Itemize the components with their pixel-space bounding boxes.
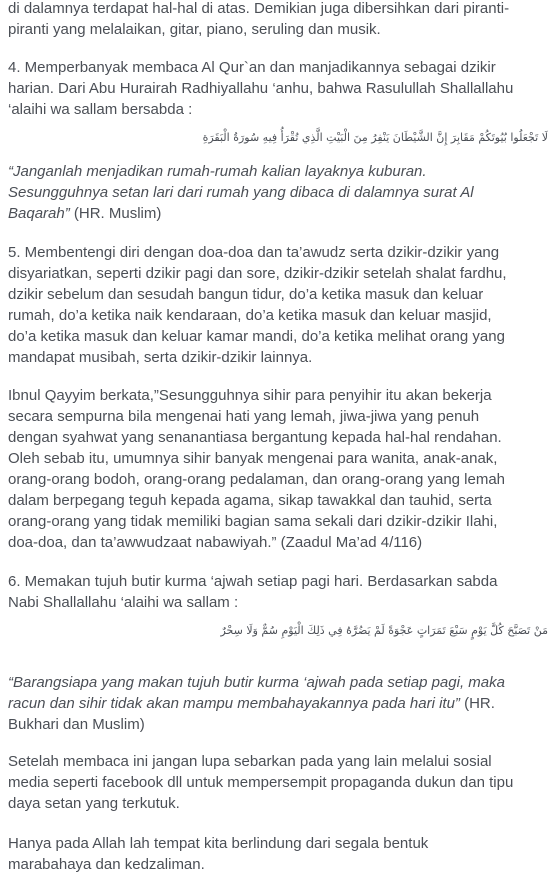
point-6-quote-line-1: “Barangsiapa yang makan tujuh butir kurma ‘ajwah pada setiap pagi, maka [8, 674, 505, 691]
point-5-line-3: dzikir sebelum dan sesudah bangun tidur, do’a ketika masuk dan keluar [8, 286, 484, 303]
intro-paragraph [8, 0, 509, 40]
point-5-line-1: 5. Membentengi diri dengan doa-doa dan ta’awudz serta dzikir-dzikir yang [8, 244, 500, 261]
closing-2-line-2: marabahaya dan kedzaliman. [8, 856, 205, 873]
closing-1-line-3: daya setan yang terkutuk. [8, 795, 180, 812]
point-4-arabic-hadith: لَا تَجْعَلُوا بُيُوتَكُمْ مَقَابِرَ إِنَّ الشَّيْطَانَ يَنْفِرُ مِنَ الْبَيْتِ الَّذِي تُقْرَأُ فِيهِ سُورَةُ الْبَقَرَةِ [202, 131, 548, 144]
ibnul-line-2: secara sempurna bila mengenai hati yang lemah, jiwa-jiwa yang penuh [8, 408, 480, 425]
point-4-quote-line-3 [8, 203, 474, 224]
point-6-reference-start: (HR. [459, 695, 495, 712]
point-5-paragraph [8, 242, 507, 368]
point-4-line-2: harian. Dari Abu Hurairah Radhiyallahu ‘anhu, bahwa Rasulullah Shallallahu [8, 80, 514, 97]
point-6-arabic-hadith: مَنْ تَصَبَّحَ كُلَّ يَوْمٍ سَبْعَ تَمَرَاتٍ عَجْوَةً لَمْ يَضُرَّهُ فِي ذَلِكَ الْيَوْمِ سُمٌّ وَلَا سِحْرٌ [220, 624, 548, 637]
ibnul-line-4: Oleh sebab itu, umumnya sihir banyak mengenai para wanita, anak-anak, [8, 450, 498, 467]
point-5-line-4: rumah, do’a ketika naik kendaraan, do’a ketika masuk dan keluar masjid, [8, 307, 492, 324]
point-4-quote-line-1: “Janganlah menjadikan rumah-rumah kalian layaknya kuburan. [8, 163, 427, 180]
point-5-line-2: disyariatkan, seperti dzikir pagi dan sore, dzikir-dzikir setelah shalat fardhu, [8, 265, 507, 282]
point-4-reference: (HR. Muslim) [69, 205, 162, 222]
point-4-quote-end: Baqarah” [8, 205, 70, 222]
point-5-line-5: do’a ketika masuk dan keluar kamar mandi, do’a ketika melihat orang yang [8, 328, 505, 345]
point-4-quote-line-2: Sesungguhnya setan lari dari rumah yang dibaca di dalamnya surat Al [8, 184, 474, 201]
point-4-line-3: ‘alaihi wa sallam bersabda : [8, 101, 193, 118]
point-6-paragraph [8, 571, 497, 613]
intro-line-1: di dalamnya terdapat hal-hal di atas. Demikian juga dibersihkan dari piranti- [8, 0, 510, 17]
ibnul-qayyim-paragraph [8, 385, 505, 553]
point-4-paragraph [8, 57, 513, 120]
closing-1-line-2: media seperti facebook dll untuk mempersempit propaganda dukun dan tipu [8, 774, 514, 791]
point-6-line-2: Nabi Shallallahu ‘alaihi wa sallam : [8, 594, 239, 611]
ibnul-line-3: dengan syahwat yang senanantiasa bergantung kepada hal-hal rendahan. [8, 429, 502, 446]
point-6-quote-end: racun dan sihir tidak akan mampu membahayakannya pada hari itu” [8, 695, 460, 712]
point-5-line-6: mandapat musibah, serta dzikir-dzikir lainnya. [8, 349, 313, 366]
intro-line-2: piranti yang melalaikan, gitar, piano, seruling dan musik. [8, 21, 381, 38]
ibnul-line-1: Ibnul Qayyim berkata,”Sesungguhnya sihir para penyihir itu akan bekerja [8, 387, 492, 404]
point-6-translation [8, 672, 505, 735]
point-6-quote-line-3: Bukhari dan Muslim) [8, 716, 145, 733]
point-6-line-1: 6. Memakan tujuh butir kurma ‘ajwah setiap pagi hari. Berdasarkan sabda [8, 573, 498, 590]
ibnul-line-8: doa-doa, dan ta’awwudzaat nabawiyah.” (Zaadul Ma’ad 4/116) [8, 534, 423, 551]
ibnul-line-6: dalam berpegang teguh kepada agama, sikap tawakkal dan tauhid, serta [8, 492, 492, 509]
closing-2-line-1: Hanya pada Allah lah tempat kita berlindung dari segala bentuk [8, 835, 429, 852]
closing-1-line-1: Setelah membaca ini jangan lupa sebarkan pada yang lain melalui sosial [8, 753, 492, 770]
closing-paragraph-1 [8, 751, 513, 814]
ibnul-line-7: orang-orang yang tidak memiliki bagian sama sekali dari dzikir-dzikir Ilahi, [8, 513, 498, 530]
point-6-quote-line-2 [8, 693, 505, 714]
point-4-translation [8, 161, 474, 224]
point-4-line-1: 4. Memperbanyak membaca Al Qur`an dan manjadikannya sebagai dzikir [8, 59, 496, 76]
closing-paragraph-2 [8, 833, 428, 875]
ibnul-line-5: orang-orang bodoh, orang-orang pedalaman, dan orang-orang yang lemah [8, 471, 506, 488]
